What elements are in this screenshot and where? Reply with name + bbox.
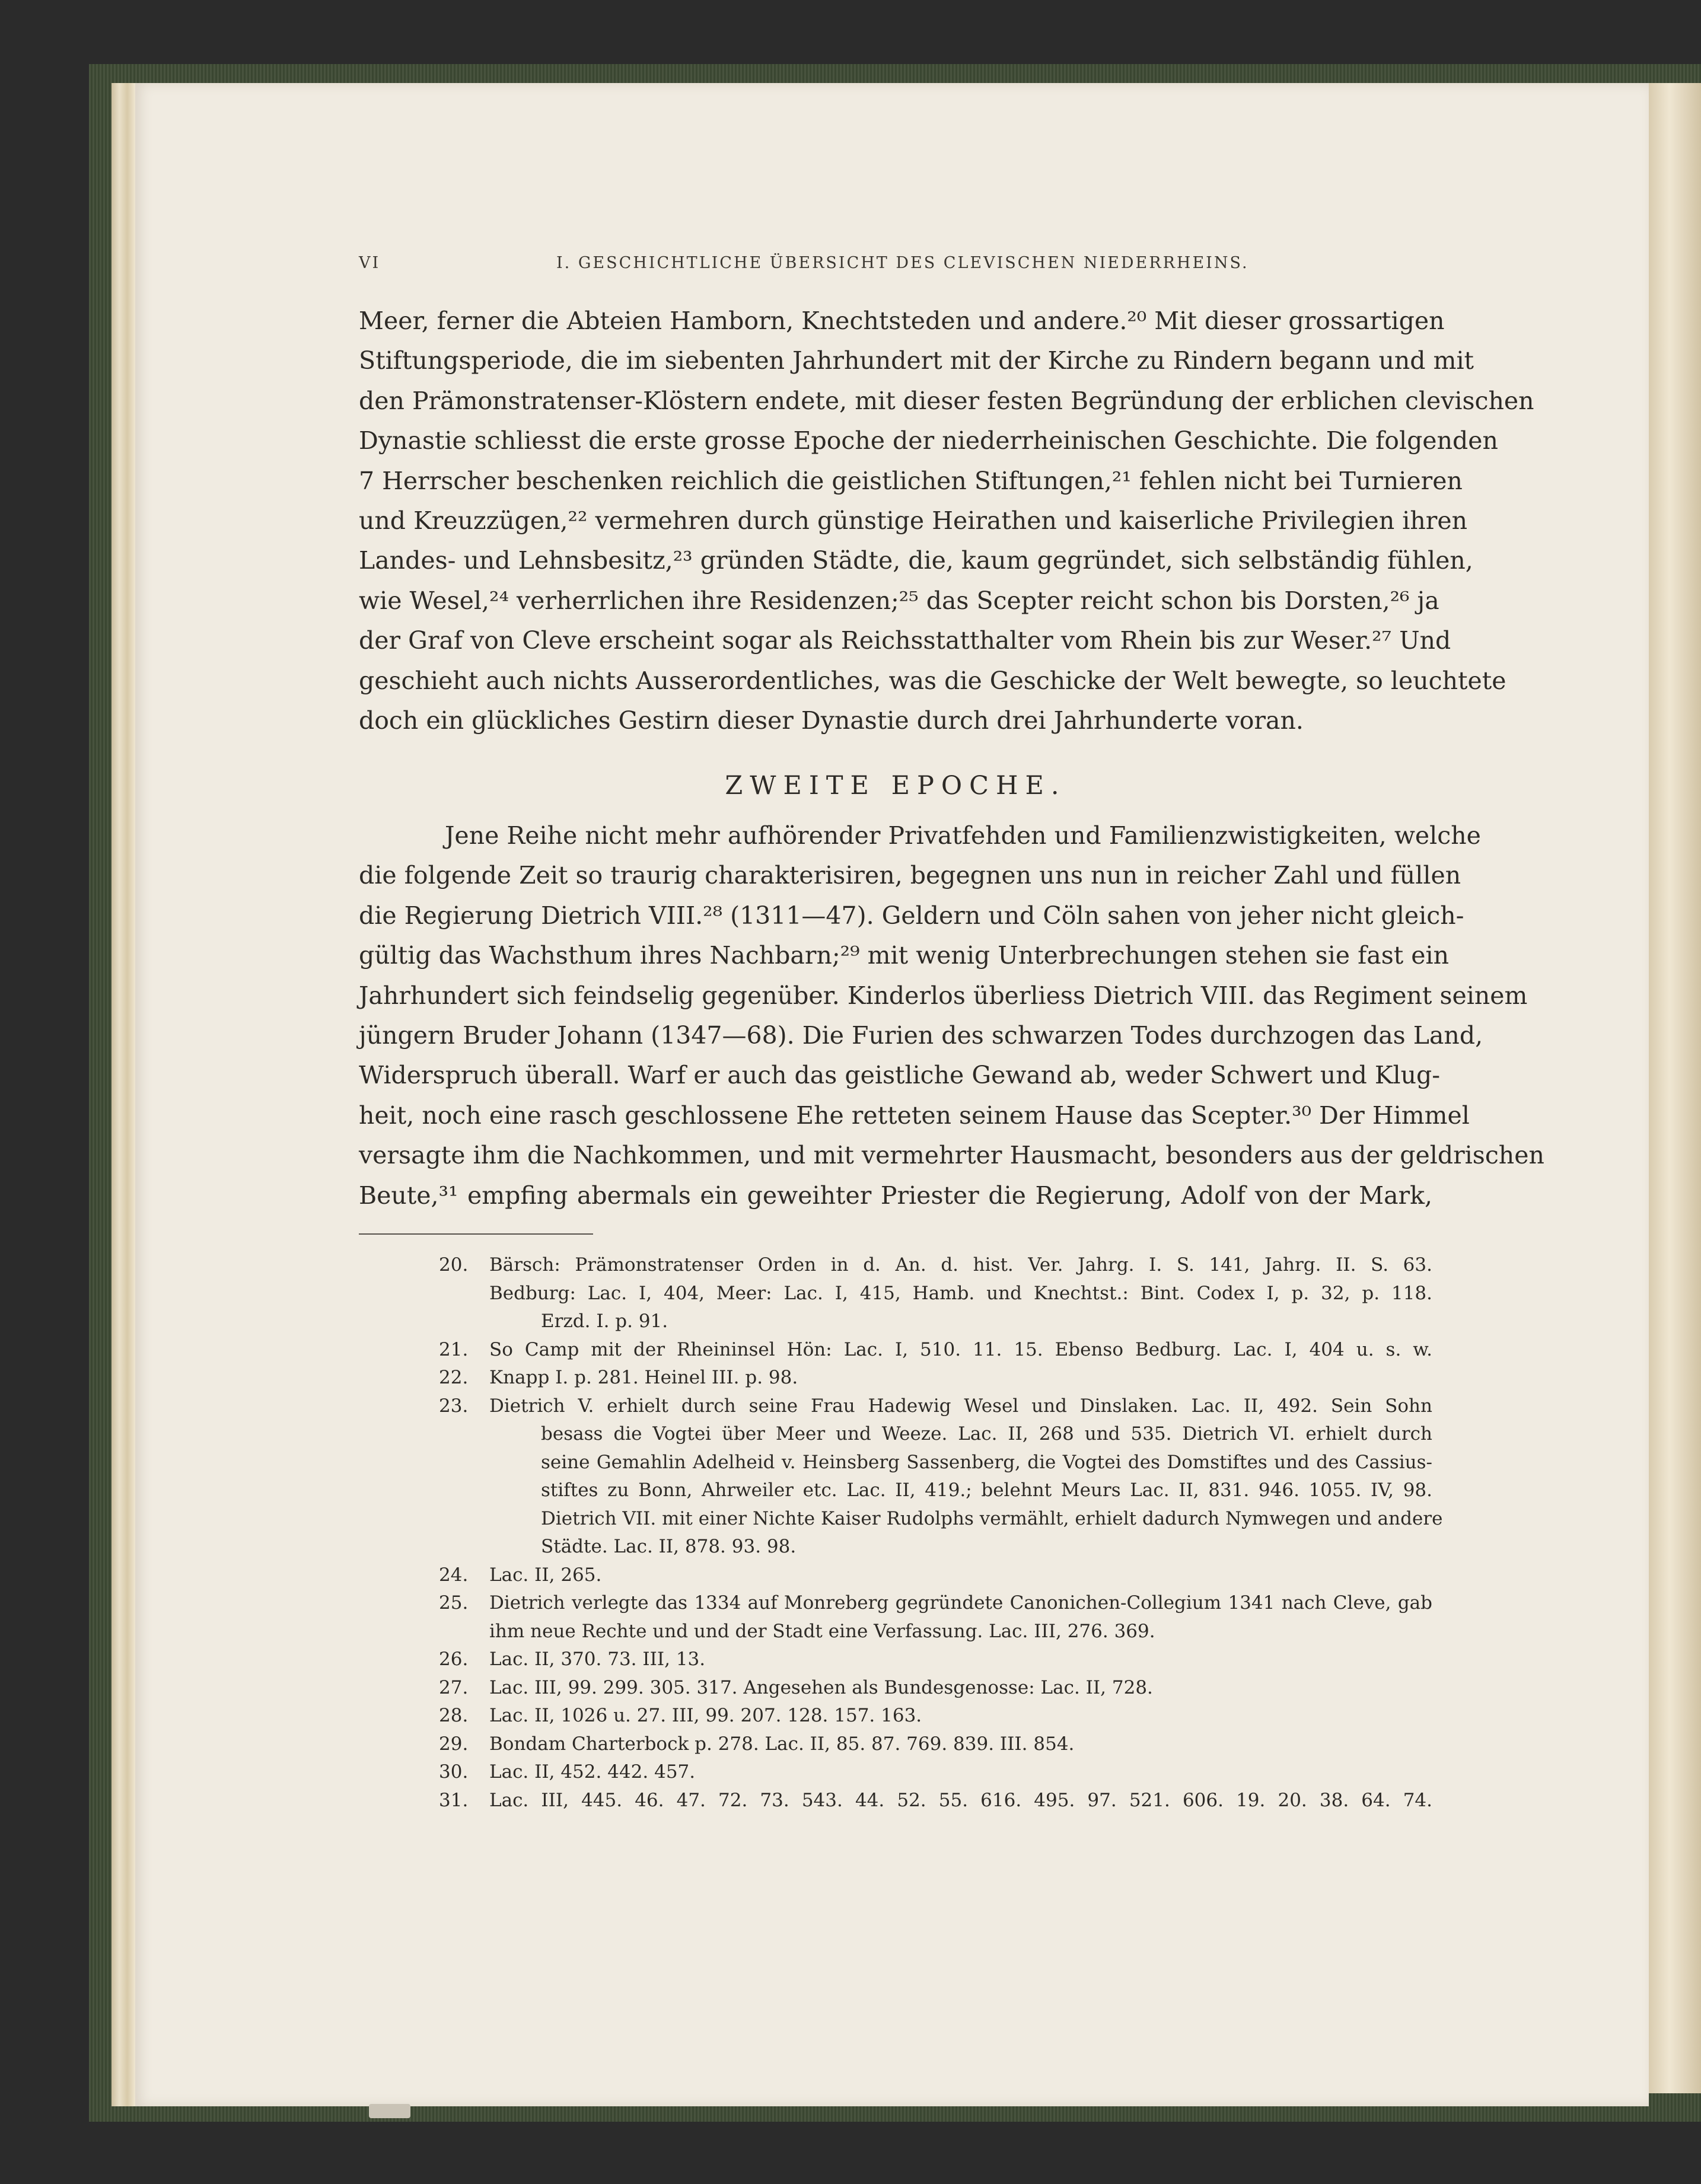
- text-line: Meer, ferner die Abteien Hamborn, Knechtsteden und andere.²⁰ Mit dieser grossartigen: [359, 307, 1445, 335]
- footnote-line: Dietrich V. erhielt durch seine Frau Hadewig Wesel und Dinslaken. Lac. II, 492. Sein Sohn: [489, 1395, 1432, 1417]
- footnote: [439, 1364, 1432, 1392]
- footnote: [439, 1674, 1432, 1702]
- section-title: ZWEITE EPOCHE.: [725, 771, 1066, 801]
- footnote-rule: [359, 1233, 593, 1235]
- footnote-line: Lac. III, 99. 299. 305. 317. Angesehen als Bundesgenosse: Lac. II, 728.: [489, 1676, 1153, 1698]
- body-paragraph-2: [359, 816, 1544, 1216]
- footnote-number: 31.: [439, 1789, 469, 1811]
- footnotes: [439, 1251, 1443, 1815]
- text-line: und Kreuzzügen,²² vermehren durch günstige Heirathen und kaiserliche Privilegien ihren: [359, 506, 1468, 535]
- footnote-line: Lac. II, 370. 73. III, 13.: [489, 1649, 706, 1670]
- page-header: [359, 254, 1432, 278]
- footnote-number: 29.: [439, 1733, 469, 1755]
- footnote-number: 26.: [439, 1649, 469, 1670]
- footnote: [439, 1646, 1432, 1674]
- text-line: Landes- und Lehnsbesitz,²³ gründen Städte, die, kaum gegründet, sich selbständig fühlen,: [359, 546, 1473, 575]
- footnote-line: So Camp mit der Rheininsel Hön: Lac. I, 510. 11. 15. Ebenso Bedburg. Lac. I, 404 u. s. w.: [489, 1338, 1432, 1360]
- footnote-line: Bärsch: Prämonstratenser Orden in d. An. d. hist. Ver. Jahrg. I. S. 141, Jahrg. II. S. 63.: [489, 1254, 1432, 1276]
- footnote: [439, 1589, 1432, 1646]
- footnote-line: Bondam Charterbock p. 278. Lac. II, 85. 87. 769. 839. III. 854.: [489, 1733, 1075, 1755]
- text-line: gültig das Wachsthum ihres Nachbarn;²⁹ mit wenig Unterbrechungen stehen sie fast ein: [359, 941, 1450, 970]
- footnote-number: 25.: [439, 1592, 469, 1614]
- text-line: Jene Reihe nicht mehr aufhörender Privatfehden und Familienzwistigkeiten, welche: [445, 821, 1481, 850]
- text-line: die Regierung Dietrich VIII.²⁸ (1311—47). Geldern und Cöln sahen von jeher nicht gleich-: [359, 901, 1464, 930]
- text-line: wie Wesel,²⁴ verherrlichen ihre Residenzen;²⁵ das Scepter reicht schon bis Dorsten,²⁶ ja: [359, 586, 1439, 615]
- footnote: [439, 1561, 1432, 1590]
- footnote-number: 22.: [439, 1367, 469, 1388]
- text-line: Beute,³¹ empfing abermals ein geweihter Priester die Regierung, Adolf von der Mark,: [359, 1181, 1432, 1210]
- page-number: VI: [359, 254, 381, 272]
- page-edges-right: [1649, 83, 1701, 2093]
- clip: [369, 2104, 410, 2118]
- footnote-number: 28.: [439, 1705, 469, 1726]
- text-line: der Graf von Cleve erscheint sogar als Reichsstatthalter vom Rhein bis zur Weser.²⁷ Und: [359, 626, 1451, 655]
- text-line: Widerspruch überall. Warf er auch das geistliche Gewand ab, weder Schwert und Klug-: [359, 1061, 1441, 1090]
- footnote-number: 27.: [439, 1676, 469, 1698]
- running-title: I. GESCHICHTLICHE ÜBERSICHT DES CLEVISCHEN NIEDERRHEINS.: [556, 254, 1249, 272]
- text-line: Jahrhundert sich feindselig gegenüber. Kinderlos überliess Dietrich VIII. das Regiment seinem: [359, 981, 1528, 1010]
- footnote-line: Lac. II, 1026 u. 27. III, 99. 207. 128. 157. 163.: [489, 1705, 922, 1726]
- page-edges-left: [112, 83, 135, 2106]
- footnote-number: 23.: [439, 1395, 469, 1417]
- text-line: heit, noch eine rasch geschlossene Ehe retteten seinem Hause das Scepter.³⁰ Der Himmel: [359, 1101, 1470, 1130]
- footnote: [439, 1702, 1432, 1730]
- text-line: Dynastie schliesst die erste grosse Epoche der niederrheinischen Geschichte. Die folgenden: [359, 426, 1498, 455]
- footnote: [439, 1787, 1432, 1815]
- footnote-line: Lac. III, 445. 46. 47. 72. 73. 543. 44. 52. 55. 616. 495. 97. 521. 606. 19. 20. 38. 64. 74.: [489, 1789, 1432, 1811]
- footnote-number: 30.: [439, 1761, 469, 1783]
- text-line: die folgende Zeit so traurig charakterisiren, begegnen uns nun in reicher Zahl und füllen: [359, 861, 1461, 890]
- body-paragraph-1: [359, 301, 1534, 741]
- footnote-number: 21.: [439, 1338, 469, 1360]
- text-line: versagte ihm die Nachkommen, und mit vermehrter Hausmacht, besonders aus der geldrischen: [359, 1141, 1544, 1170]
- footnote-line: Dietrich VII. mit einer Nichte Kaiser Rudolphs vermählt, erhielt dadurch Nymwegen und andere: [541, 1507, 1443, 1529]
- footnote-line: Lac. II, 452. 442. 457.: [489, 1761, 696, 1783]
- footnote-line: Knapp I. p. 281. Heinel III. p. 98.: [489, 1367, 798, 1388]
- footnote-line: ihm neue Rechte und und der Stadt eine Verfassung. Lac. III, 276. 369.: [489, 1620, 1155, 1642]
- footnote: [439, 1336, 1432, 1364]
- text-line: jüngern Bruder Johann (1347—68). Die Furien des schwarzen Todes durchzogen das Land,: [359, 1021, 1483, 1050]
- footnote-number: 24.: [439, 1564, 469, 1586]
- footnote-line: Städte. Lac. II, 878. 93. 98.: [541, 1536, 797, 1557]
- footnote-line: besass die Vogtei über Meer und Weeze. Lac. II, 268 und 535. Dietrich VI. erhielt durch: [541, 1423, 1432, 1445]
- text-line: den Prämonstratenser-Klöstern endete, mit dieser festen Begründung der erblichen clevischen: [359, 386, 1534, 415]
- footnote-line: seine Gemahlin Adelheid v. Heinsberg Sassenberg, die Vogtei des Domstiftes und des Cassius-: [541, 1451, 1432, 1473]
- footnote: [439, 1392, 1443, 1561]
- footnote-number: 20.: [439, 1254, 469, 1276]
- footnote-line: Dietrich verlegte das 1334 auf Monreberg gegründete Canonichen-Collegium 1341 nach Cleve, gab: [489, 1592, 1432, 1614]
- footnote-line: Erzd. I. p. 91.: [541, 1311, 668, 1332]
- text-line: geschieht auch nichts Ausserordentliches, was die Geschicke der Welt bewegte, so leuchtete: [359, 666, 1506, 695]
- footnote: [439, 1730, 1432, 1759]
- text-line: doch ein glückliches Gestirn dieser Dynastie durch drei Jahrhunderte voran.: [359, 706, 1304, 735]
- footnote: [439, 1251, 1432, 1336]
- footnote-line: Bedburg: Lac. I, 404, Meer: Lac. I, 415, Hamb. und Knechtst.: Bint. Codex I, p. 32, p. 118.: [489, 1282, 1432, 1304]
- footnote-line: stiftes zu Bonn, Ahrweiler etc. Lac. II, 419.; belehnt Meurs Lac. II, 831. 946. 1055. IV, 98.: [541, 1480, 1432, 1501]
- text-line: 7 Herrscher beschenken reichlich die geistlichen Stiftungen,²¹ fehlen nicht bei Turnieren: [359, 466, 1463, 495]
- footnote: [439, 1758, 1432, 1787]
- footnote-line: Lac. II, 265.: [489, 1564, 602, 1586]
- text-line: Stiftungsperiode, die im siebenten Jahrhundert mit der Kirche zu Rindern begann und mit: [359, 346, 1474, 375]
